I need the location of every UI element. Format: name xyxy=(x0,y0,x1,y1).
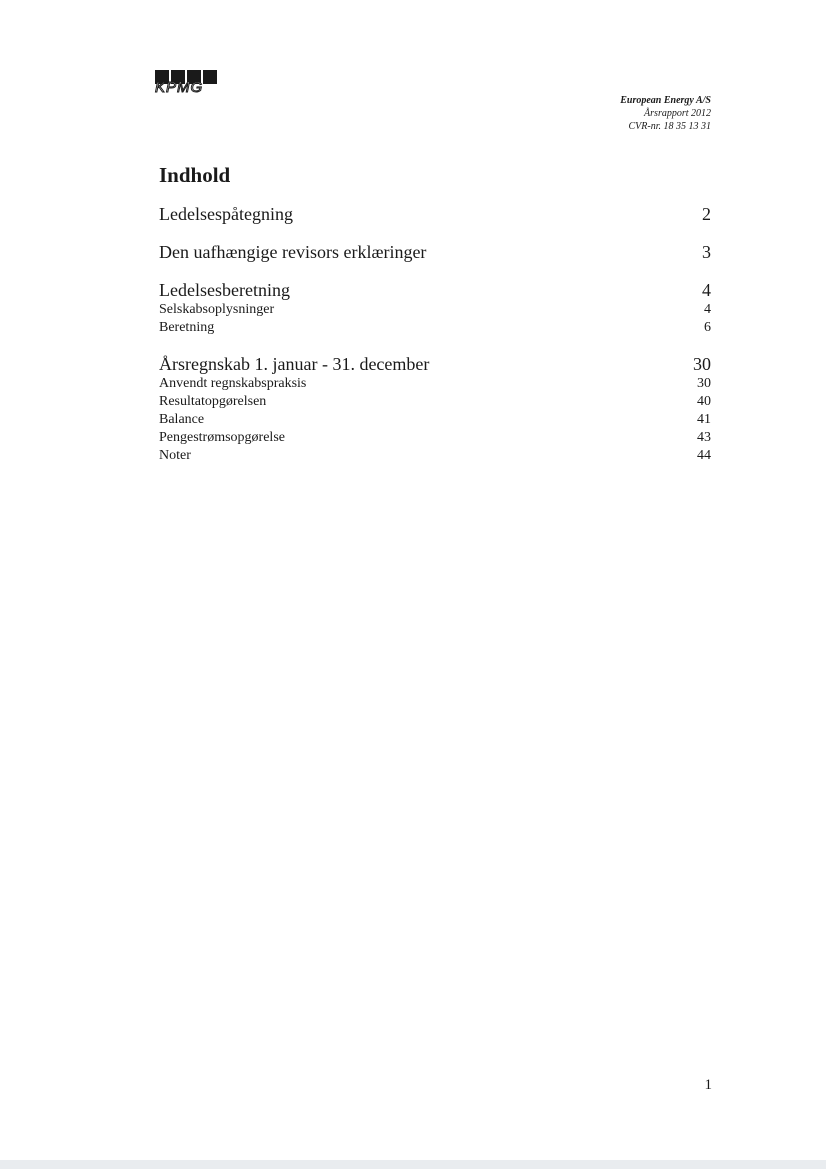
toc-subentry-label: Pengestrømsopgørelse xyxy=(159,430,285,445)
toc-subentry-label: Beretning xyxy=(159,320,215,335)
page-number: 1 xyxy=(704,1077,712,1093)
toc-section xyxy=(159,279,711,337)
toc-entry-label: Ledelsesberetning xyxy=(159,280,290,300)
toc-entry-page: 4 xyxy=(702,280,711,300)
company-name: European Energy A/S xyxy=(620,95,711,106)
toc-entry[interactable] xyxy=(159,353,711,375)
report-header xyxy=(620,94,711,133)
toc-entry-page: 30 xyxy=(693,354,711,374)
logo-box xyxy=(203,70,217,84)
toc-subentry-label: Selskabsoplysninger xyxy=(159,302,275,317)
toc-entry-page: 3 xyxy=(702,242,711,262)
toc-entry-label: Årsregnskab 1. januar - 31. december xyxy=(159,354,430,374)
toc-entry[interactable] xyxy=(159,203,711,225)
toc-subentry[interactable] xyxy=(159,429,711,447)
toc-section xyxy=(159,241,711,263)
toc-subentry-label: Resultatopgørelsen xyxy=(159,394,267,409)
logo-text: KPMG xyxy=(155,79,204,96)
toc-subentry-page: 43 xyxy=(697,430,711,445)
toc-subentry[interactable] xyxy=(159,375,711,393)
report-year: Årsrapport 2012 xyxy=(644,108,711,119)
toc-subentry[interactable] xyxy=(159,393,711,411)
toc-subentry-label: Balance xyxy=(159,412,205,427)
toc-subentry-page: 4 xyxy=(704,302,711,317)
toc-section xyxy=(159,203,711,225)
page-title: Indhold xyxy=(159,163,231,187)
toc-entry[interactable] xyxy=(159,279,711,301)
toc-subentry-page: 40 xyxy=(697,394,711,409)
toc-subentry[interactable] xyxy=(159,319,711,337)
toc-subentry[interactable] xyxy=(159,447,711,465)
scan-bottom-edge xyxy=(0,1160,826,1169)
kpmg-logo xyxy=(155,70,219,98)
toc-entry-label: Den uafhængige revisors erklæringer xyxy=(159,242,427,262)
toc-section xyxy=(159,353,711,465)
toc-subentry-page: 44 xyxy=(697,448,711,463)
toc-subentry[interactable] xyxy=(159,411,711,429)
toc-subentry-label: Anvendt regnskabspraksis xyxy=(159,376,307,391)
toc-subentry-page: 6 xyxy=(704,320,711,335)
toc-entry-page: 2 xyxy=(702,204,711,224)
table-of-contents xyxy=(159,203,711,481)
toc-subentry-page: 30 xyxy=(697,376,711,391)
toc-entry-label: Ledelsespåtegning xyxy=(159,204,293,224)
cvr-number: CVR-nr. 18 35 13 31 xyxy=(628,121,711,132)
toc-entry[interactable] xyxy=(159,241,711,263)
toc-subentry-page: 41 xyxy=(697,412,711,427)
toc-subentry-label: Noter xyxy=(159,448,191,463)
toc-subentry[interactable] xyxy=(159,301,711,319)
